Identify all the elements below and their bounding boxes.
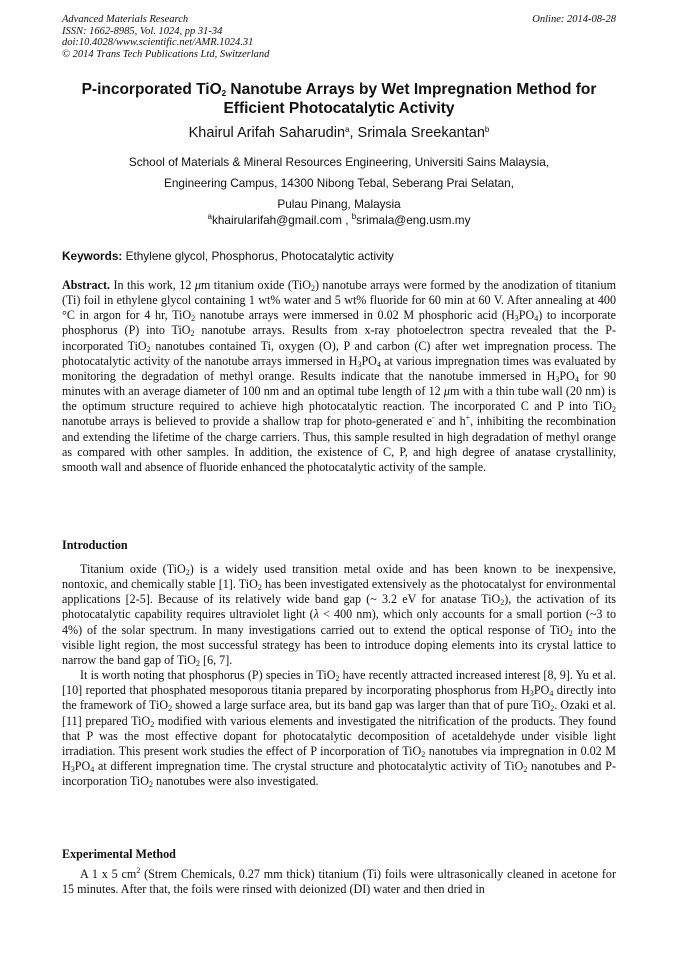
journal-header <box>62 14 616 60</box>
mu-symbol: μ <box>194 278 201 292</box>
email-a-mark: a <box>207 212 212 221</box>
subscript: 2 <box>190 329 195 339</box>
affiliation-line: School of Materials & Mineral Resources Engineering, Universiti Sains Malaysia, <box>128 155 550 169</box>
subscript: 2 <box>257 583 262 593</box>
subscript: 3 <box>514 314 519 324</box>
subscript: 2 <box>550 704 555 714</box>
intro-text: Titanium oxide (TiO <box>80 562 186 576</box>
subscript: 2 <box>500 598 505 608</box>
abstract-text: PO <box>559 368 575 383</box>
journal-name: Advanced Materials Research <box>62 14 189 25</box>
subscript: 2 <box>191 314 196 324</box>
online-date: Online: 2014-08-28 <box>532 14 616 25</box>
intro-text: have recently attracted increased interest [8, 9]. Yu et al.[10] reported that phosphated mesoporous titania prepared by incorporating phosphorus from H <box>62 668 616 698</box>
abstract-text: nanotube arrays is believed to provide a shallow trap for photo-generated e <box>62 414 432 429</box>
abstract-text: PO <box>518 308 535 323</box>
section-heading-introduction: Introduction <box>62 538 128 552</box>
intro-text: modified with various elements and investigated the nitrification of the products. They found that P was the most effective dopant for photocatalytic decomposition of acetaldehyde under visible light irradiation. This present work studies the effect of P incorporation of TiO <box>62 713 617 758</box>
paragraph <box>62 562 616 668</box>
journal-copyright: © 2014 Trans Tech Publications Ltd, Switzerland <box>62 48 270 60</box>
email-b-mark: b <box>351 212 357 221</box>
intro-text: into the visible light region, the most successful strategy has been to introduce doping elements into its crystal lattice to narrow the band gap of TiO <box>62 622 617 667</box>
subscript: 2 <box>523 765 528 775</box>
lambda-symbol: λ <box>313 607 319 622</box>
email-separator: , <box>341 213 352 227</box>
intro-text: It is worth noting that phosphorus (P) species in TiO <box>80 668 336 683</box>
subscript: 4 <box>574 374 579 384</box>
title-text-2: Nanotube Arrays by Wet Impregnation Method for <box>226 81 597 98</box>
abstract-text: nanotube arrays. Results from x-ray photoelectron spectra revealed that the P-incorporated TiO <box>62 323 616 353</box>
author-emails <box>40 213 638 227</box>
subscript: 2 <box>150 719 155 729</box>
experimental-text: A 1 x 5 cm <box>80 867 137 881</box>
abstract-text: ) nanotube arrays were formed by the anodization of titanium (Ti) foil in ethylene glycol containing 1 wt% water and 5 wt% fluoride for 60 min at 60 V. After annealing at 400 °C in argon for 4 hr, TiO <box>62 278 617 323</box>
abstract-text: at various impregnation times was evaluated by monitoring the degradation of methyl orange. Results indicate that the nanotube immersed in H <box>62 353 616 383</box>
author-list <box>40 124 638 142</box>
abstract <box>62 278 616 475</box>
subscript: 3 <box>70 765 75 775</box>
superscript: 2 <box>136 866 141 875</box>
experimental-body <box>62 867 616 897</box>
journal-doi: doi:10.4028/www.scientific.net/AMR.1024.31 <box>62 37 254 48</box>
subscript: 2 <box>335 674 340 684</box>
subscript: 2 <box>421 749 426 759</box>
intro-text: has been investigated extensively as the photocatalyst for environmental applications [2-5]. Because of its relatively wide band gap (~ 3.2 eV for anatase TiO <box>62 577 616 607</box>
subscript: 2 <box>568 628 573 638</box>
keywords <box>62 249 616 263</box>
mu-symbol: μ <box>443 384 450 399</box>
abstract-text: m with a thin tube wall (20 nm) is the optimum structure required to achieve high photocatalytic reaction. The incorporated C and P into TiO <box>62 384 617 414</box>
subscript: 4 <box>549 689 554 699</box>
subscript: 3 <box>529 689 534 699</box>
intro-text: directly into the framework of TiO <box>62 683 616 713</box>
intro-text: nanotubes were also investigated. <box>153 774 319 789</box>
email-a[interactable]: khairularifah@gmail.com <box>211 213 342 227</box>
superscript: - <box>432 413 435 423</box>
subscript: 4 <box>534 314 539 324</box>
subscript: 2 <box>149 780 154 790</box>
section-heading-experimental: Experimental Method <box>62 847 176 861</box>
title-text-3: Efficient Photocatalytic Activity <box>223 100 455 117</box>
subscript: 2 <box>185 568 190 577</box>
subscript: 3 <box>555 374 560 384</box>
paragraph <box>62 668 616 789</box>
author-2: Srimala Sreekantan <box>357 125 485 141</box>
paragraph <box>62 867 616 897</box>
subscript: 2 <box>196 658 201 668</box>
subscript: 4 <box>90 765 95 775</box>
keywords-label: Keywords: <box>62 249 123 263</box>
email-b[interactable]: srimala@eng.usm.my <box>356 213 471 227</box>
introduction-body <box>62 562 616 789</box>
abstract-text: nanotube arrays were immersed in 0.02 M phosphoric acid (H <box>195 308 515 323</box>
title-text-1: P-incorporated TiO <box>81 81 222 98</box>
paper-title <box>40 80 638 118</box>
abstract-text: for 90 minutes with an average diameter of 100 nm and an optimal tube length of 12 <box>62 368 616 399</box>
intro-text: [6, 7]. <box>200 652 233 667</box>
author-1-mark: a <box>345 125 350 134</box>
superscript: + <box>465 413 471 423</box>
subscript: 3 <box>357 359 362 369</box>
subscript: 2 <box>146 344 151 354</box>
title-subscript: 2 <box>221 89 227 98</box>
journal-issn: ISSN: 1662-8985, Vol. 1024, pp 31-34 <box>62 25 223 37</box>
abstract-text: , inhibiting the recombination and extending the lifetime of the charge carriers. Thus, this sample resulted in high degradation of methyl orange as compared with other samples. In addition, the existence of C, P, and high degree of anatase crystallinity, smooth wall and absence of fluoride enhanced the photocatalytic activity of the sample. <box>62 414 616 474</box>
intro-text: < 400 nm), which only accounts for a small portion (~3 to 4%) of the solar spectrum. In many investigations carried out to extend the optical response of TiO <box>62 607 616 637</box>
intro-text: ) is a widely used transition metal oxide and has been known to be inexpensive, nontoxic, and chemically stable [1]. TiO <box>62 562 616 592</box>
abstract-text: m titanium oxide (TiO <box>200 278 311 292</box>
affiliation-line: Pulau Pinang, Malaysia <box>277 197 401 211</box>
abstract-label: Abstract. <box>62 278 111 292</box>
subscript: 4 <box>376 359 381 369</box>
author-separator: , <box>349 125 358 141</box>
intro-text: . Ozaki et al.[11] prepared TiO <box>62 698 617 728</box>
intro-text: PO <box>74 759 91 774</box>
abstract-text: PO <box>361 353 377 368</box>
author-2-mark: b <box>484 125 490 134</box>
abstract-text: ) to incorporate phosphorus (P) into TiO <box>62 308 617 338</box>
intro-text: showed a large surface area, but its band gap was larger than that of pure TiO <box>172 698 551 713</box>
abstract-text: and h <box>434 414 466 429</box>
intro-text: nanotubes and P-incorporation TiO <box>62 759 617 789</box>
intro-text: at different impregnation time. The crystal structure and photocatalytic activity of TiO <box>94 759 524 774</box>
affiliation-line: Engineering Campus, 14300 Nibong Tebal, Seberang Prai Selatan, <box>164 176 514 190</box>
experimental-text: (Strem Chemicals, 0.27 mm thick) titanium (Ti) foils were ultrasonically cleaned in acetone for 15 minutes. After that, the foils were rinsed with deionized (DI) water and then dried in <box>62 867 616 897</box>
subscript: 2 <box>310 284 315 293</box>
subscript: 2 <box>612 405 616 415</box>
abstract-text: In this work, 12 <box>110 278 195 292</box>
subscript: 2 <box>168 704 173 714</box>
abstract-text: nanotubes contained Ti, oxygen (O), P and carbon (C) after wet impregnation process. The photocatalytic activity of the nanotube arrays immersed in H <box>62 338 616 368</box>
keywords-text: Ethylene glycol, Phosphorus, Photocatalytic activity <box>122 249 394 263</box>
author-1: Khairul Arifah Saharudin <box>188 125 346 141</box>
affiliation <box>40 152 638 215</box>
intro-text: PO <box>533 683 550 698</box>
intro-text: nanotubes via impregnation in 0.02 M H <box>62 743 617 774</box>
intro-text: ), the activation of its photocatalytic capability requires ultraviolet light ( <box>62 592 616 622</box>
